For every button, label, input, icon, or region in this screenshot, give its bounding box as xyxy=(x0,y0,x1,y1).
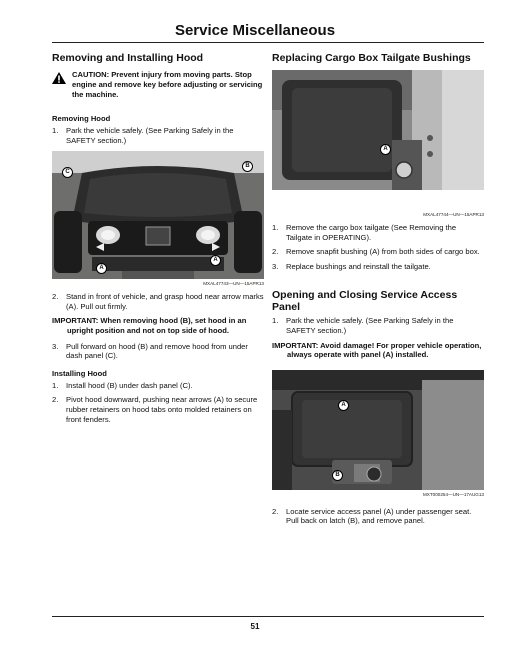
tailgate-step xyxy=(272,223,484,242)
important-note: IMPORTANT: Avoid damage! For proper vehicle operation, always operate with panel (A) installed. xyxy=(272,340,482,360)
step-text: Remove snapfit bushing (A) from both sides of cargo box. xyxy=(286,247,480,257)
step-number: 2. xyxy=(272,506,279,516)
callout-c: C xyxy=(62,167,73,178)
section-heading-hood: Removing and Installing Hood xyxy=(52,52,204,64)
callout-b: B xyxy=(242,161,253,172)
step-text: Stand in front of vehicle, and grasp hood near arrow marks (A). Pull out firmly. xyxy=(66,292,264,311)
tailgate-figure xyxy=(272,70,484,190)
right-column xyxy=(272,52,484,531)
warning-icon xyxy=(52,72,66,84)
step-text: Park the vehicle safely. (See Parking Safely in the SAFETY section.) xyxy=(286,316,454,335)
step-text: Remove the cargo box tailgate (See Removing the Tailgate in OPERATING). xyxy=(286,223,457,242)
step-number: 2. xyxy=(272,247,279,257)
tailgate-step xyxy=(272,247,484,257)
title-rule xyxy=(52,42,484,43)
access-panel-figure xyxy=(272,370,484,490)
figure-caption: MXAL47744—UN—15APR13 xyxy=(423,212,484,217)
callout-a-right: A xyxy=(210,255,221,266)
step-text: Park the vehicle safely. (See Parking Safely in the SAFETY section.) xyxy=(66,126,234,145)
installing-step xyxy=(52,395,264,424)
removing-hood-heading: Removing Hood xyxy=(52,114,111,123)
callout-a: A xyxy=(338,400,349,411)
page-title: Service Miscellaneous xyxy=(174,22,336,39)
page-number: 51 xyxy=(250,622,260,631)
callout-a: A xyxy=(380,144,391,155)
left-column xyxy=(52,52,264,429)
callout-a-left: A xyxy=(96,263,107,274)
hood-figure xyxy=(52,151,264,279)
figure-caption: MXAL47743—UN—15APR13 xyxy=(203,281,264,287)
tailgate-illustration xyxy=(272,70,484,190)
step-text: Pivot hood downward, pushing near arrows (A) to secure rubber retainers on hood tabs onto molded retainers on front fenders. xyxy=(66,395,258,424)
installing-step xyxy=(52,381,264,391)
hood-illustration xyxy=(52,151,264,279)
step-number: 2. xyxy=(52,292,59,302)
figure-caption: MXT000254—UN—17AUG13 xyxy=(422,491,484,497)
step-number: 3. xyxy=(52,341,59,351)
step-number: 3. xyxy=(272,261,279,271)
tailgate-step xyxy=(272,262,484,272)
section-heading-tailgate: Replacing Cargo Box Tailgate Bushings xyxy=(272,52,471,64)
step-text: Pull forward on hood (B) and remove hood from under dash panel (C). xyxy=(66,341,248,361)
step-text: Replace bushings and reinstall the tailgate. xyxy=(286,261,431,271)
caution-text: CAUTION: Prevent injury from moving parts. Stop engine and remove key before adjusting or servicing the machine. xyxy=(72,70,263,99)
important-note: IMPORTANT: When removing hood (B), set hood in an upright position and not on top side of hood. xyxy=(52,316,247,335)
footer-rule xyxy=(52,616,484,617)
removing-step xyxy=(52,126,264,145)
step-number: 2. xyxy=(52,395,59,405)
access-step xyxy=(272,507,484,526)
step-text: Locate service access panel (A) under passenger seat. Pull back on latch (B), and remove panel. xyxy=(286,506,472,526)
step-text: Install hood (B) under dash panel (C). xyxy=(66,380,193,390)
section-heading-access-panel: Opening and Closing Service Access Panel xyxy=(272,289,458,314)
installing-hood-heading: Installing Hood xyxy=(52,368,107,378)
removing-step xyxy=(52,342,264,361)
step-number: 1. xyxy=(272,223,279,232)
callout-b: B xyxy=(332,470,343,481)
access-step xyxy=(272,316,484,335)
removing-step xyxy=(52,292,264,311)
step-number: 1. xyxy=(52,380,59,390)
step-number: 1. xyxy=(272,316,279,326)
step-number: 1. xyxy=(52,126,59,135)
access-panel-illustration xyxy=(272,370,484,490)
caution-block xyxy=(52,70,264,100)
